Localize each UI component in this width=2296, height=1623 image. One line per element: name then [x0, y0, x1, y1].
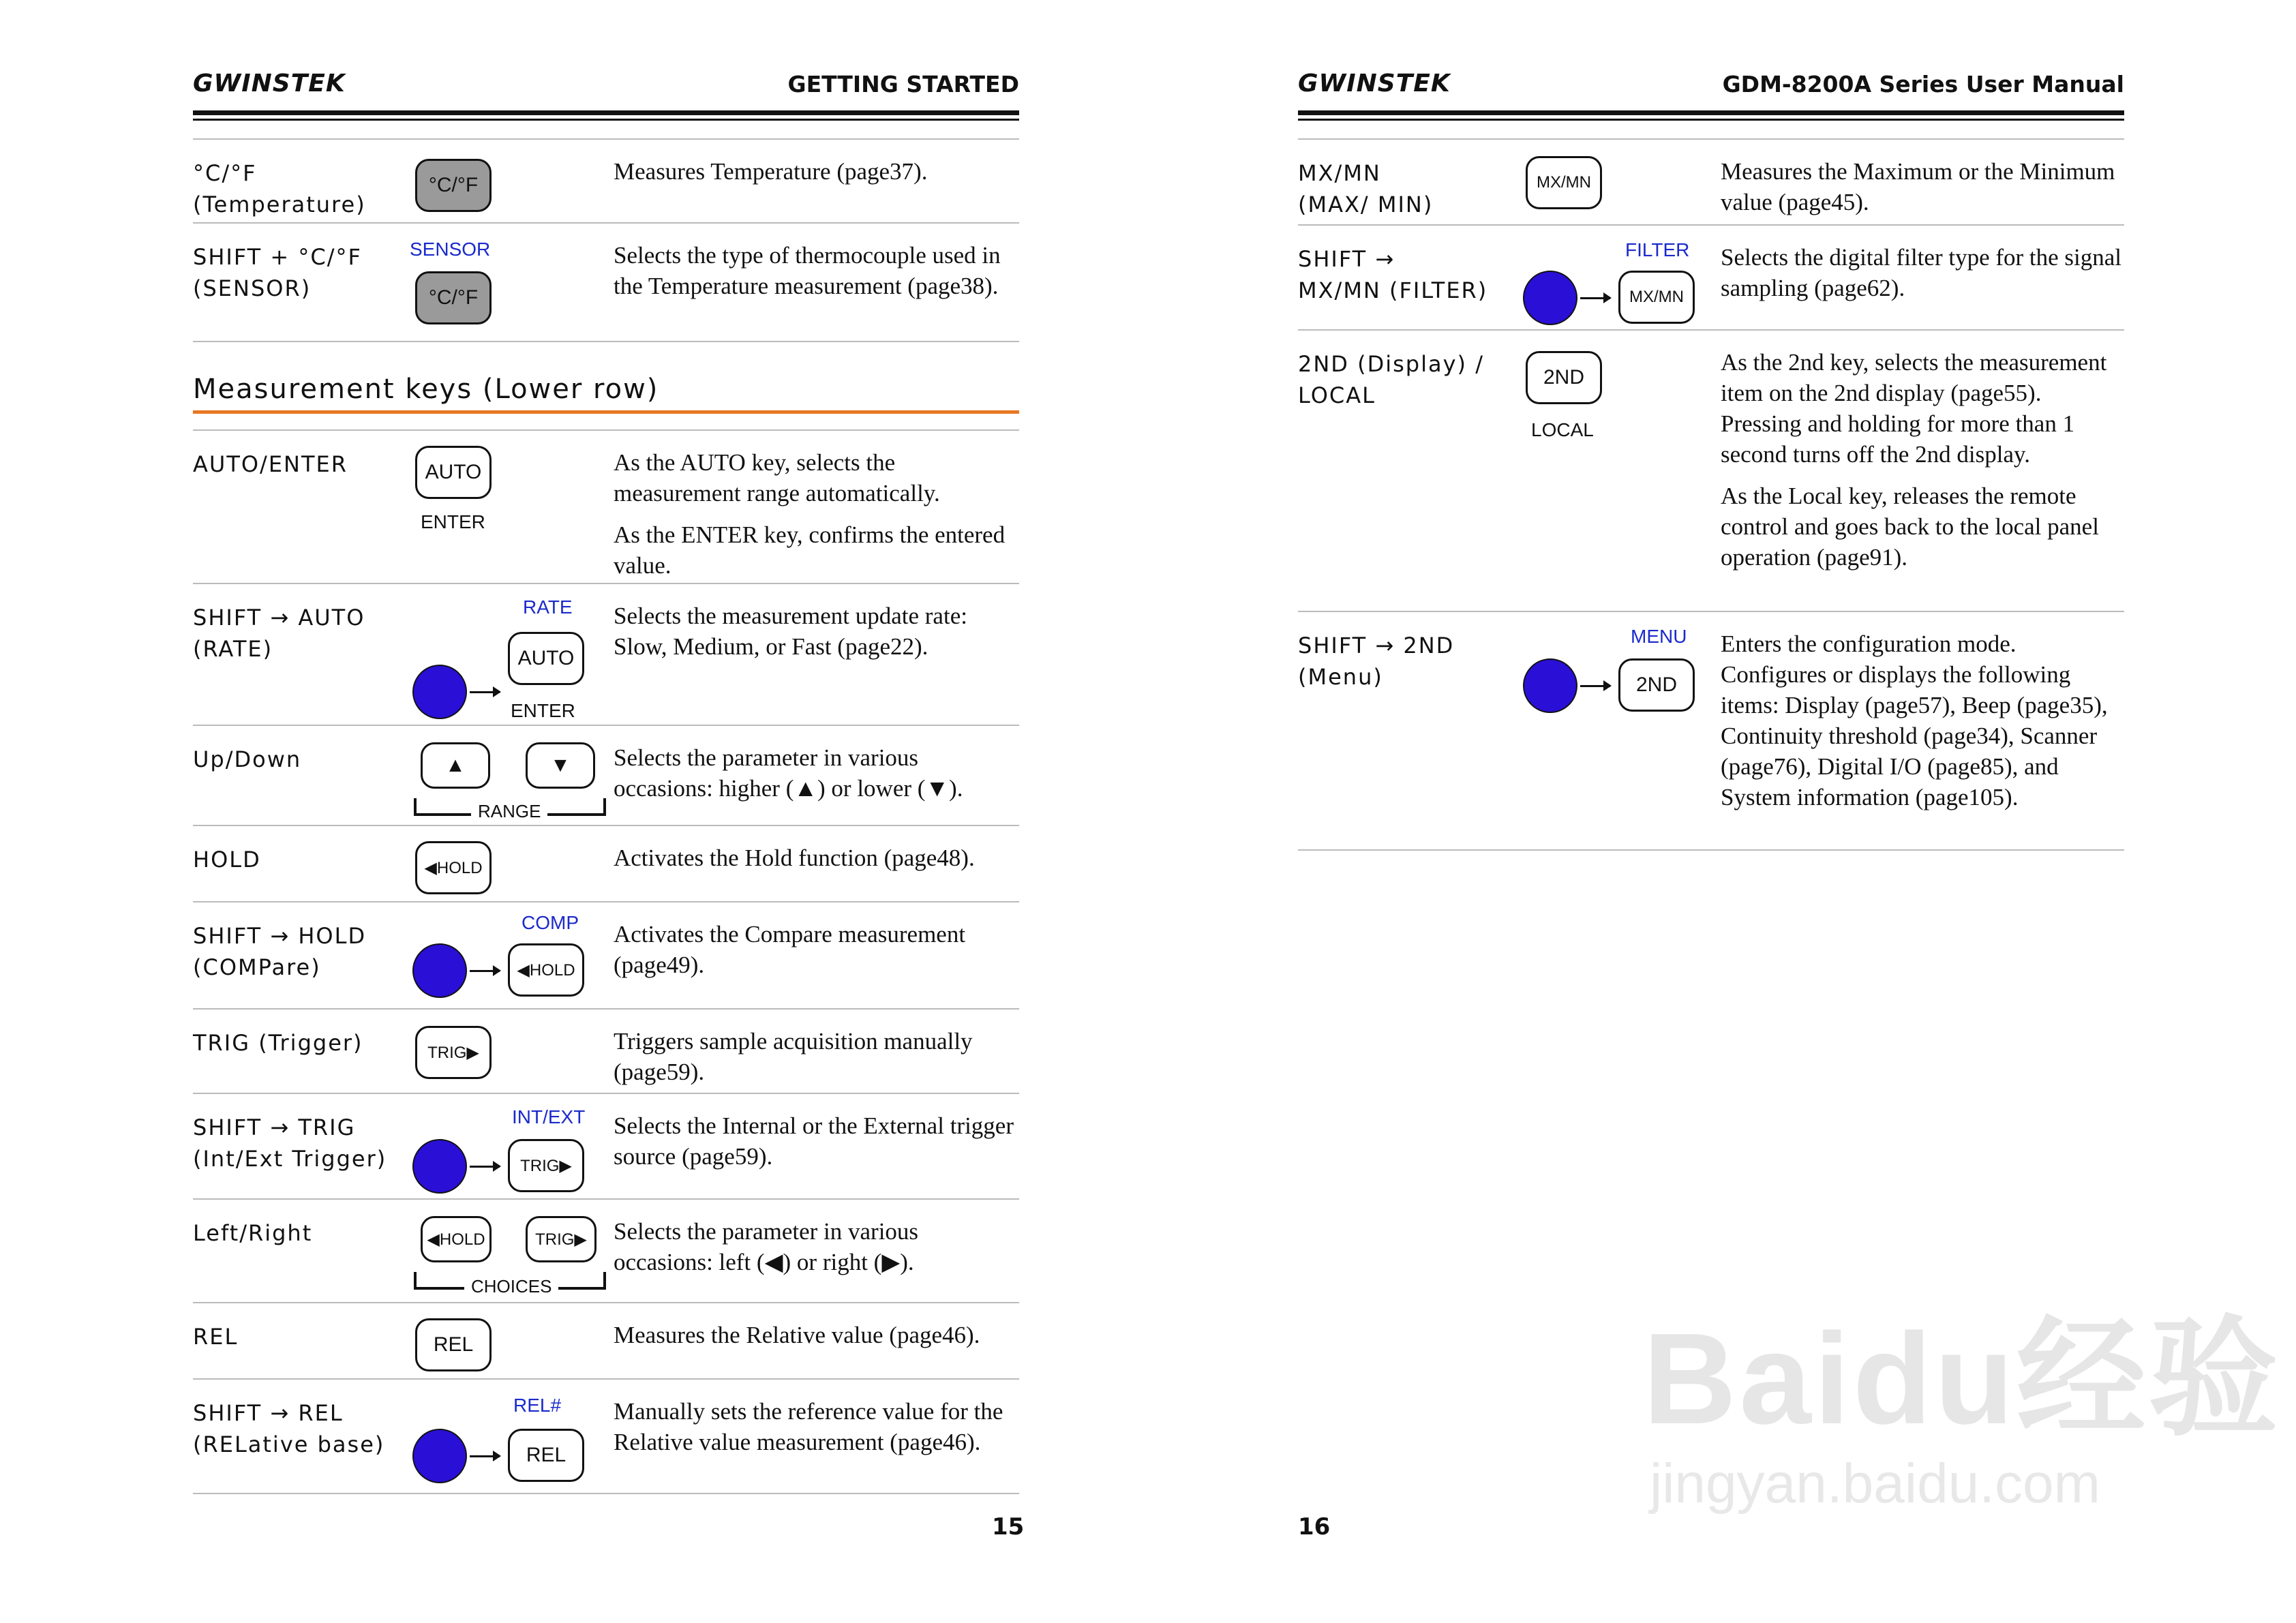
shift-function-label: REL#	[513, 1395, 562, 1416]
arrow-icon	[470, 1166, 500, 1168]
key-illustration	[1523, 612, 1721, 849]
key-name: SHIFT → TRIG (Int/Ext Trigger)	[193, 1114, 387, 1172]
shift-function-label: SENSOR	[410, 239, 491, 260]
key-row	[1298, 224, 2124, 331]
key-description: Selects the type of thermocouple used in the Temperature measurement (page38).	[614, 242, 1001, 299]
key-row	[193, 1008, 1019, 1094]
key-name: SHIFT → REL (RELative base)	[193, 1400, 385, 1457]
key-description: Selects the measurement update rate: Slow, Medium, or Fast (page22).	[614, 603, 967, 660]
arrow-icon	[470, 970, 500, 972]
key-description: Measures the Maximum or the Minimum value (page45).	[1721, 158, 2115, 215]
auto-key: AUTO	[415, 446, 492, 499]
subheading: Measurement keys (Lower row)	[193, 374, 1019, 414]
mxmn-key: MX/MN	[1526, 156, 1602, 209]
key-illustration	[411, 902, 609, 1010]
shift-key	[412, 665, 467, 719]
second-key: 2ND	[1618, 658, 1695, 712]
key-row	[193, 825, 1019, 902]
key-description: Selects the parameter in various occasions: left (◀) or right (▶).	[614, 1218, 919, 1275]
key-row	[193, 1093, 1019, 1200]
key-name: AUTO/ENTER	[193, 451, 348, 477]
key-description: Activates the Hold function (page48).	[614, 845, 975, 871]
key-row	[193, 138, 1019, 224]
secondary-label: ENTER	[421, 511, 485, 532]
key-description: Measures Temperature (page37).	[614, 158, 928, 185]
key-description: Enters the configuration mode. Configures or displays the following items: Display (page57), Beep (page35), Continuity threshold (page34), Scanner (page76), Digital I/O (page85), and System information (page105).	[1721, 631, 2108, 810]
hold-key: ◀HOLD	[415, 841, 492, 894]
shift-function-label: FILTER	[1625, 239, 1690, 260]
second-key: 2ND	[1526, 351, 1602, 404]
rel-key: REL	[415, 1318, 492, 1371]
key-row	[193, 725, 1019, 826]
page-number: 15	[992, 1513, 1025, 1541]
bracket-label: CHOICES	[464, 1276, 558, 1297]
mxmn-key: MX/MN	[1618, 271, 1695, 324]
key-illustration	[1523, 226, 1721, 331]
key-description: Selects the parameter in various occasions: higher (▲) or lower (▼).	[614, 744, 963, 802]
key-description: Manually sets the reference value for the Relative value measurement (page46).	[614, 1398, 1003, 1455]
arrow-icon	[470, 691, 500, 693]
key-name: HOLD	[193, 847, 261, 873]
secondary-label: ENTER	[511, 700, 575, 721]
key-name: TRIG (Trigger)	[193, 1030, 363, 1056]
rel-key: REL	[508, 1429, 584, 1482]
key-illustration	[1523, 331, 1721, 612]
key-illustration	[411, 584, 609, 726]
shift-key	[1523, 658, 1577, 713]
watermark-logo: Baidu经验	[1643, 1307, 2281, 1451]
key-illustration	[1523, 140, 1721, 226]
key-description: Measures the Relative value (page46).	[614, 1322, 980, 1348]
shift-key	[1523, 271, 1577, 325]
watermark-url: jingyan.baidu.com	[1650, 1453, 2100, 1515]
trig-key: TRIG▶	[508, 1139, 584, 1192]
page-header	[193, 68, 1019, 115]
arrow-icon	[1580, 297, 1610, 299]
shift-key	[412, 943, 467, 998]
right-trig-key: TRIG▶	[526, 1216, 596, 1262]
arrow-icon	[1580, 685, 1610, 687]
key-illustration	[411, 140, 609, 224]
key-illustration	[411, 1010, 609, 1094]
key-illustration	[411, 1200, 609, 1303]
key-illustration	[411, 431, 609, 584]
key-row	[193, 1378, 1019, 1494]
shift-function-label: COMP	[522, 912, 579, 933]
triangle-up-icon: ▲	[445, 754, 466, 776]
key-name: REL	[193, 1324, 239, 1350]
key-illustration	[411, 1380, 609, 1493]
shift-function-label: RATE	[523, 596, 573, 618]
hold-key: ◀HOLD	[508, 943, 584, 997]
up-key	[421, 742, 490, 789]
key-row	[1298, 138, 2124, 226]
page-header	[1298, 68, 2124, 115]
key-name: Up/Down	[193, 746, 302, 772]
key-name: °C/°F (Temperature)	[193, 160, 366, 217]
key-row	[193, 429, 1019, 584]
key-name: SHIFT → HOLD (COMPare)	[193, 923, 367, 980]
shift-key	[412, 1139, 467, 1194]
key-description: Selects the digital filter type for the signal sampling (page62).	[1721, 244, 2122, 301]
key-row	[1298, 329, 2124, 612]
trig-key: TRIG▶	[415, 1026, 492, 1079]
key-illustration	[411, 224, 609, 341]
key-illustration	[411, 1094, 609, 1200]
auto-key: AUTO	[508, 632, 584, 685]
brand-logo: GWINSTEK	[1298, 70, 1451, 97]
key-description: Triggers sample acquisition manually (page59).	[614, 1028, 973, 1085]
key-row	[193, 1198, 1019, 1303]
key-row	[193, 1302, 1019, 1380]
key-illustration	[411, 1303, 609, 1380]
key-row	[193, 222, 1019, 342]
key-name: SHIFT → AUTO (RATE)	[193, 605, 365, 662]
shift-key	[412, 1429, 467, 1483]
key-illustration	[411, 826, 609, 902]
shift-function-label: INT/EXT	[512, 1106, 586, 1127]
key-name: MX/MN (MAX/ MIN)	[1298, 160, 1434, 217]
triangle-down-icon: ▼	[550, 754, 571, 776]
key-description: Selects the Internal or the External trigger source (page59).	[614, 1112, 1014, 1170]
key-row	[193, 901, 1019, 1010]
left-hold-key: ◀HOLD	[421, 1216, 492, 1262]
key-name: 2ND (Display) / LOCAL	[1298, 351, 1484, 408]
secondary-label: LOCAL	[1531, 419, 1594, 440]
section-title: GETTING STARTED	[787, 71, 1019, 97]
brand-logo: GWINSTEK	[193, 70, 346, 97]
shift-function-label: MENU	[1631, 626, 1687, 647]
key-row	[1298, 611, 2124, 851]
key-row	[193, 583, 1019, 726]
key-description: Activates the Compare measurement (page49).	[614, 921, 966, 978]
arrow-icon	[470, 1455, 500, 1457]
left-page	[193, 0, 1025, 1623]
key-name: SHIFT → MX/MN (FILTER)	[1298, 246, 1488, 303]
key-name: SHIFT → 2ND (Menu)	[1298, 633, 1455, 690]
key-description: As the AUTO key, selects the measurement range automatically. As the ENTER key, confirms the entered value.	[614, 449, 1006, 579]
page-number: 16	[1298, 1513, 1331, 1541]
key-illustration	[411, 726, 609, 826]
key-name: Left/Right	[193, 1220, 313, 1246]
section-title: GDM-8200A Series User Manual	[1722, 71, 2124, 97]
temp-key: °C/°F	[415, 271, 492, 324]
down-key	[526, 742, 595, 789]
key-description: As the 2nd key, selects the measurement item on the 2nd display (page55). Pressing and holding for more than 1 second turns off the 2nd display. As the Local key, releases the remote control and goes back to the local panel operation (page91).	[1721, 349, 2107, 571]
bracket-label: RANGE	[471, 801, 547, 822]
temp-key: °C/°F	[415, 159, 492, 212]
key-name: SHIFT + °C/°F (SENSOR)	[193, 244, 362, 301]
